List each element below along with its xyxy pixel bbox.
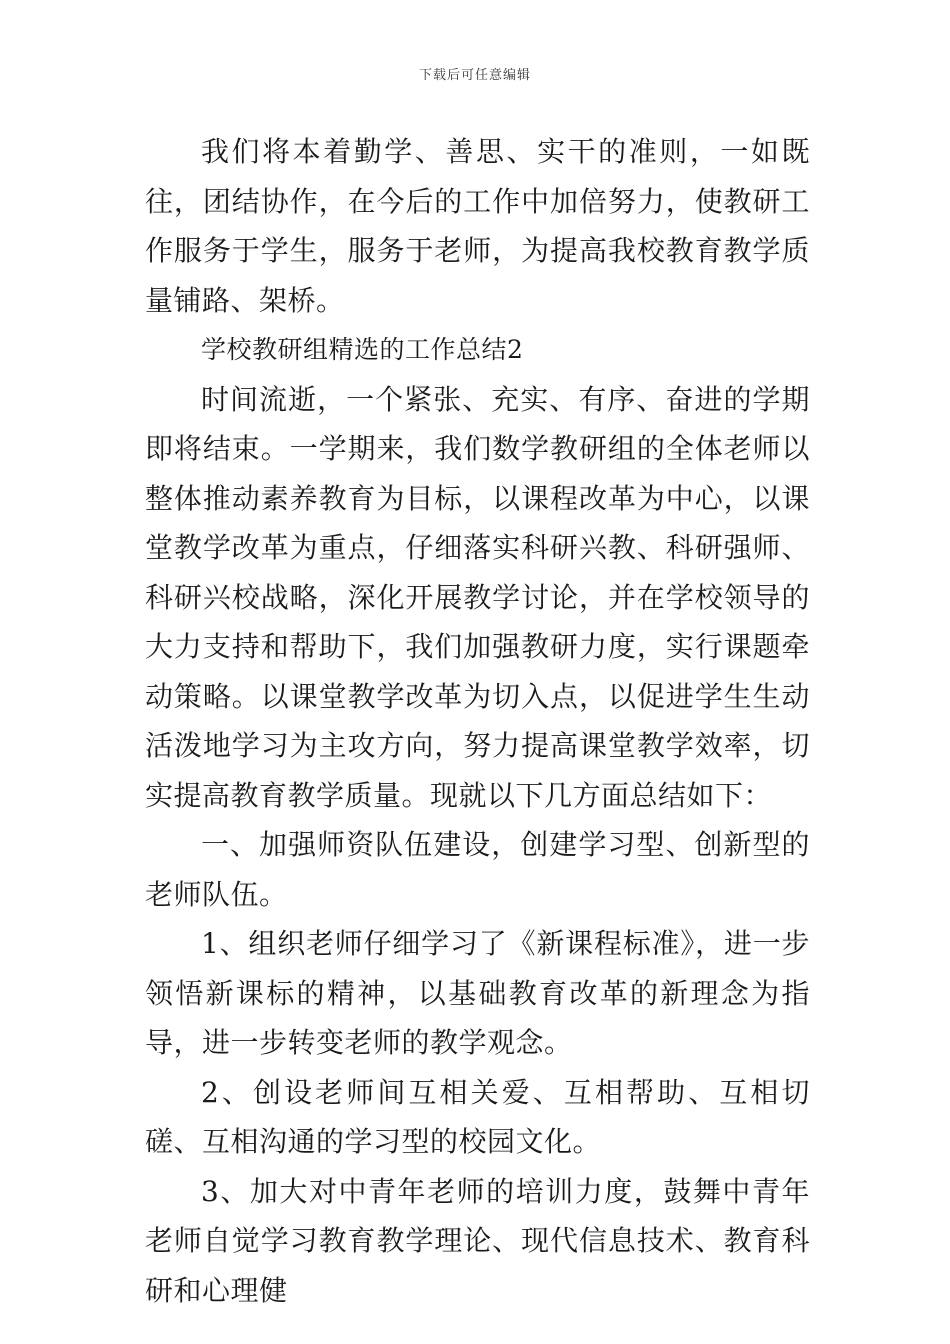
- paragraph-item-2: 2、创设老师间互相关爱、互相帮助、互相切磋、互相沟通的学习型的校园文化。: [145, 1075, 810, 1158]
- header-note: 下载后可任意编辑: [418, 68, 531, 83]
- paragraph-heading-1: 一、加强师资队伍建设，创建学习型、创新型的老师队伍。: [145, 828, 810, 911]
- section-title: 学校教研组精选的工作总结2: [201, 335, 524, 364]
- paragraph-closing: 我们将本着勤学、善思、实干的准则，一如既往，团结协作，在今后的工作中加倍努力，使教研工作服务于学生，服务于老师，为提高我校教育教学质量铺路、架桥。: [145, 135, 810, 317]
- paragraph-item-3: 3、加大对中青年老师的培训力度，鼓舞中青年老师自觉学习教育教学理论、现代信息技术、教育科研和心理健: [145, 1174, 810, 1307]
- document-body: [145, 127, 810, 1315]
- paragraph-item-1: 1、组织老师仔细学习了《新课程标准》，进一步领悟新课标的精神，以基础教育改革的新理念为指导，进一步转变老师的教学观念。: [145, 927, 810, 1059]
- paragraph-intro: 时间流逝，一个紧张、充实、有序、奋进的学期即将结束。一学期来，我们数学教研组的全体老师以整体推动素养教育为目标，以课程改革为中心，以课堂教学改革为重点，仔细落实科研兴教、科研强师、科研兴校战略，深化开展教学讨论，并在学校领导的大力支持和帮助下，我们加强教研力度，实行课题牵动策略。以课堂教学改革为切入点，以促进学生生动活泼地学习为主攻方向，努力提高课堂教学效率，切实提高教育教学质量。现就以下几方面总结如下：: [145, 382, 810, 812]
